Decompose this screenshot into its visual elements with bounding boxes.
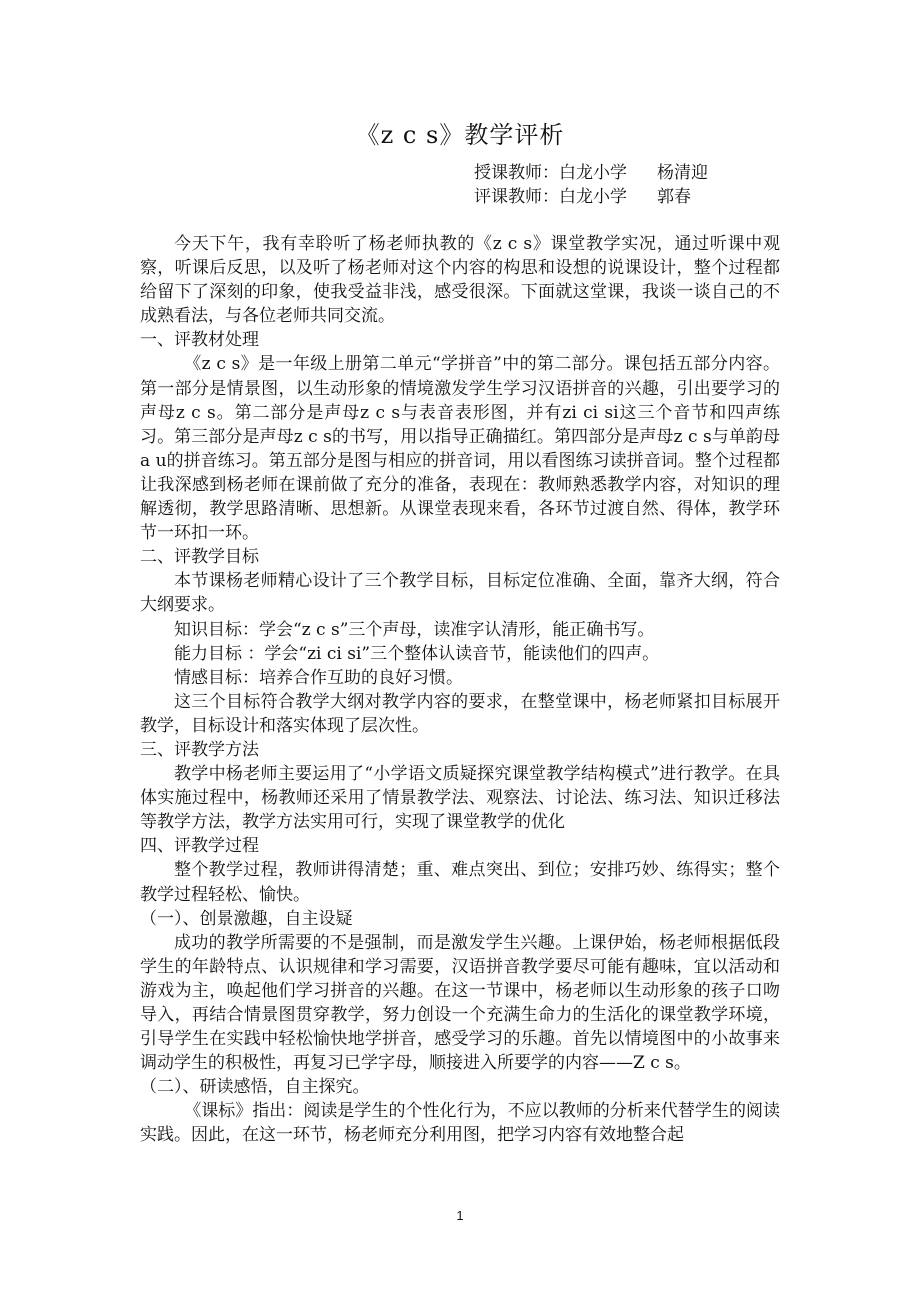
goals-paragraph: 本节课杨老师精心设计了三个教学目标，目标定位准确、全面，靠齐大纲，符合大纲要求。 (140, 571, 780, 616)
goal-knowledge: 知识目标：学会“z c s”三个声母，读准字认清形，能正确书写。 (174, 619, 655, 640)
process-paragraph: 整个教学过程，教师讲得清楚；重、难点突出、到位；安排巧妙、练得实；整个教学过程轻松、愉快。 (140, 860, 780, 905)
materials-paragraph: 《z c s》是一年级上册第二单元“学拼音”中的第二部分。课包括五部分内容。第一部分是情景图，以生动形象的情境激发学生学习汉语拼音的兴趣，引出要学习的声母z c s。第二部分是声母z c s与表音表形图，并有zi ci si这三个音节和四声练习。第三部分是声母z c s的书写，用以指导正确描红。第四部分是声母z c s与单韵母a u的拼音练习。第五部分是图与相应的拼音词，用以看图练习读拼音词。整个过程都让我深感到杨老师在课前做了充分的准备，表现在：教师熟悉教学内容，对知识的理解透彻，教学思路清晰、思想新。从课堂表现来看，各环节过渡自然、得体，教学环节一环扣一环。 (140, 354, 780, 544)
credit-school: 白龙小学 (559, 187, 627, 207)
document-title: 《z c s》教学评析 (355, 121, 565, 149)
page-number: 1 (456, 1208, 464, 1223)
section-heading-materials: 一、评教材处理 (140, 330, 259, 351)
section-heading-process: 四、评教学过程 (140, 836, 259, 857)
intro-paragraph: 今天下午，我有幸聆听了杨老师执教的《z c s》课堂教学实况，通过听课中观察，听课后反思，以及听了杨老师对这个内容的构思和设想的说课设计，整个过程都给留下了深刻的印象，使我受益非浅，感受很深。下面就这堂课，我谈一谈自己的不成熟看法，与各位老师共同交流。 (140, 234, 780, 327)
goal-emotion: 情感目标：培养合作互助的良好习惯。 (174, 667, 463, 688)
credit-teacher-name: 杨清迎 (657, 163, 708, 183)
credit-school: 白龙小学 (559, 163, 627, 183)
subsection-2-paragraph: 《课标》指出：阅读是学生的个性化行为，不应以教师的分析来代替学生的阅读实践。因此，在这一环节，杨老师充分利用图，把学习内容有效地整合起 (140, 1101, 780, 1146)
credit-reviewing-teacher (474, 185, 691, 209)
credit-teaching-teacher (474, 161, 708, 185)
credit-role: 授课教师： (474, 163, 559, 183)
credit-role: 评课教师： (474, 187, 559, 207)
credit-teacher-name: 郭春 (657, 187, 691, 207)
subsection-heading-1: （一）、创景激趣，自主设疑 (140, 908, 353, 929)
subsection-1-paragraph: 成功的教学所需要的不是强制，而是激发学生兴趣。上课伊始，杨老师根据低段学生的年龄特点、认识规律和学习需要，汉语拼音教学要尽可能有趣味，宜以活动和游戏为主，唤起他们学习拼音的兴趣。在这一节课中，杨老师以生动形象的孩子口吻导入，再结合情景图贯穿教学，努力创设一个充满生命力的生活化的课堂教学环境，引导学生在实践中轻松愉快地学拼音，感受学习的乐趣。首先以情境图中的小故事来调动学生的积极性，再复习已学字母，顺接进入所要学的内容——Z c s。 (140, 932, 780, 1074)
document-body (140, 232, 780, 1148)
section-heading-goals: 二、评教学目标 (140, 547, 259, 568)
subsection-heading-2: （二）、研读感悟，自主探究。 (140, 1077, 370, 1098)
section-heading-methods: 三、评教学方法 (140, 739, 259, 760)
goals-summary-paragraph: 这三个目标符合教学大纲对教学内容的要求，在整堂课中，杨老师紧扣目标展开教学，目标设计和落实体现了层次性。 (140, 691, 780, 736)
methods-paragraph: 教学中杨老师主要运用了“小学语文质疑探究课堂教学结构模式”进行教学。在具体实施过程中，杨教师还采用了情景教学法、观察法、讨论法、练习法、知识迁移法等教学方法，教学方法实用可行，实现了课堂教学的优化 (140, 764, 780, 833)
goal-ability: 能力目标 ：学会“zi ci si”三个整体认读音节，能读他们的四声。 (174, 643, 660, 664)
